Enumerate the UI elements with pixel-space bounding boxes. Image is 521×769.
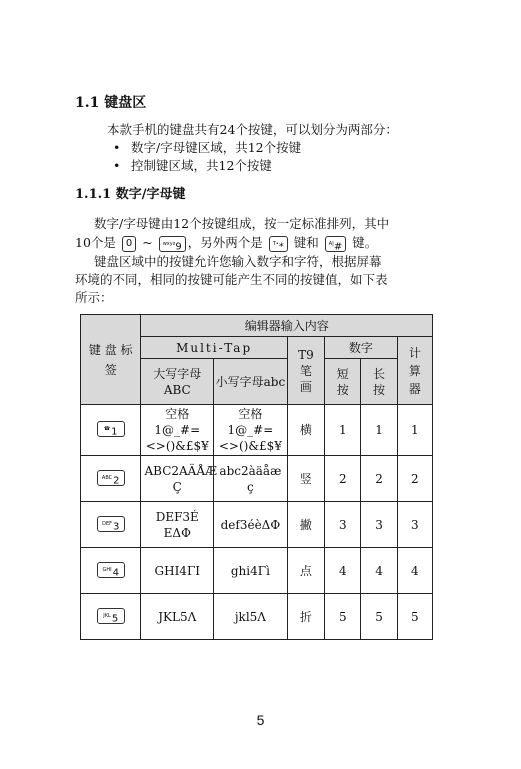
header-calc: 计 算 器 — [397, 337, 432, 405]
key-digit: 2 — [113, 475, 120, 487]
bullet-text: 控制键区域，共12个按键 — [131, 158, 272, 173]
short-cell: 4 — [325, 548, 361, 594]
bullet-icon: • — [113, 158, 121, 173]
key-sub-label: DEF — [102, 520, 112, 527]
key-4-icon — [97, 562, 125, 578]
header-long: 长 按 — [361, 359, 397, 405]
calc-cell: 2 — [397, 456, 432, 502]
paragraph-line: 数字/字母键由12个按键组成，按一定标准排列，其中 — [94, 216, 390, 231]
table-row — [81, 405, 433, 456]
key-star-symbol: * — [278, 240, 284, 252]
key-hash-icon — [325, 236, 347, 252]
header-t9: T9 笔 画 — [287, 337, 324, 405]
key-hash-sub: A| — [328, 240, 334, 247]
lower-cell: def3éèΔΦ — [214, 502, 288, 548]
key-2-icon — [97, 470, 125, 486]
key-label-cell — [81, 456, 141, 502]
calc-cell: 5 — [397, 594, 432, 640]
subsection-title: 1.1.1 数字/字母键 — [75, 187, 186, 202]
key-5-icon — [97, 608, 125, 624]
table-row — [81, 502, 433, 548]
key-sub-label: ☎ — [103, 426, 111, 433]
paragraph-line: 键盘区域中的按键允许您输入数字和字符，根据屏幕 — [94, 254, 382, 269]
key-label-cell — [81, 502, 141, 548]
stroke-cell: 竖 — [287, 456, 324, 502]
key-digit: 3 — [112, 521, 120, 533]
key-label-cell — [81, 548, 141, 594]
long-cell: 3 — [361, 502, 397, 548]
bullet-item — [113, 139, 301, 157]
table-row — [81, 594, 433, 640]
short-cell: 5 — [325, 594, 361, 640]
stroke-cell: 横 — [287, 405, 324, 456]
page-number: 5 — [256, 712, 265, 728]
key-9-sub: wxyz — [162, 240, 176, 247]
key-3-icon — [97, 516, 125, 532]
paragraph-line: 所示： — [75, 290, 113, 305]
calc-cell: 1 — [397, 405, 432, 456]
key-label-cell — [81, 594, 141, 640]
intro-paragraph: 本款手机的键盘共有24个按键，可以划分为两部分： — [107, 122, 398, 137]
long-cell: 1 — [361, 405, 397, 456]
header-short: 短 按 — [325, 359, 361, 405]
key-9-icon — [159, 236, 186, 252]
key-digit: 1 — [111, 426, 118, 438]
stroke-cell: 折 — [287, 594, 324, 640]
short-cell: 1 — [325, 405, 361, 456]
upper-cell: ABC2AÄÅÆ Ç — [141, 456, 214, 502]
long-cell: 4 — [361, 548, 397, 594]
key-mapping-table — [80, 314, 433, 640]
short-cell: 3 — [325, 502, 361, 548]
bullet-item — [113, 157, 272, 175]
upper-cell: 空格1@_#= <>()&£$¥ — [141, 405, 214, 456]
header-digits: 数字 — [325, 337, 398, 359]
key-sub-label: ABC — [101, 474, 113, 481]
paragraph-text: ，另外两个是 — [187, 235, 263, 250]
table-row — [81, 456, 433, 502]
paragraph-line: 环境的不同，相同的按键可能产生不同的按键值，如下表 — [75, 272, 388, 287]
key-sub-label: JKL — [103, 612, 111, 619]
bullet-text: 数字/字母键区域，共12个按键 — [131, 140, 302, 155]
long-cell: 2 — [361, 456, 397, 502]
stroke-cell: 点 — [287, 548, 324, 594]
tilde: ~ — [142, 235, 153, 250]
long-cell: 5 — [361, 594, 397, 640]
paragraph-text: 10个是 — [75, 235, 116, 250]
key-1-icon — [97, 421, 125, 437]
lower-cell: ghi4Γì — [214, 548, 288, 594]
paragraph-text: 键和 — [293, 235, 319, 250]
key-digit: 4 — [112, 567, 119, 579]
paragraph-line — [75, 234, 377, 252]
key-0-icon: 0 — [122, 236, 136, 252]
lower-cell: jkl5Λ — [214, 594, 288, 640]
header-multitap: Multi-Tap — [141, 337, 287, 359]
section-title: 1.1 键盘区 — [75, 95, 147, 111]
bullet-icon: • — [113, 140, 121, 155]
header-lower: 小写字母abc — [214, 359, 288, 405]
upper-cell: DEF3É EΔΦ — [141, 502, 214, 548]
calc-cell: 3 — [397, 502, 432, 548]
table-row — [81, 548, 433, 594]
paragraph-text: 键。 — [352, 235, 378, 250]
upper-cell: JKL5Λ — [141, 594, 214, 640]
header-key-label: 键 盘 标 签 — [81, 315, 141, 405]
key-hash-symbol: # — [333, 240, 343, 252]
stroke-cell: 撇 — [287, 502, 324, 548]
header-editor: 编辑器输入内容 — [141, 315, 433, 337]
key-sub-label: GHI — [102, 566, 112, 573]
header-upper: 大写字母 ABC — [141, 359, 214, 405]
lower-cell: 空格1@_#= <>()&£$¥ — [214, 405, 288, 456]
short-cell: 2 — [325, 456, 361, 502]
key-digit: 5 — [111, 613, 119, 625]
key-star-icon — [269, 236, 288, 252]
key-label-cell — [81, 405, 141, 456]
key-9-digit: 9 — [175, 240, 182, 252]
key-star-sub: T• — [272, 240, 279, 247]
calc-cell: 4 — [397, 548, 432, 594]
lower-cell: abc2àäåæ ç — [214, 456, 288, 502]
upper-cell: GHI4ΓI — [141, 548, 214, 594]
